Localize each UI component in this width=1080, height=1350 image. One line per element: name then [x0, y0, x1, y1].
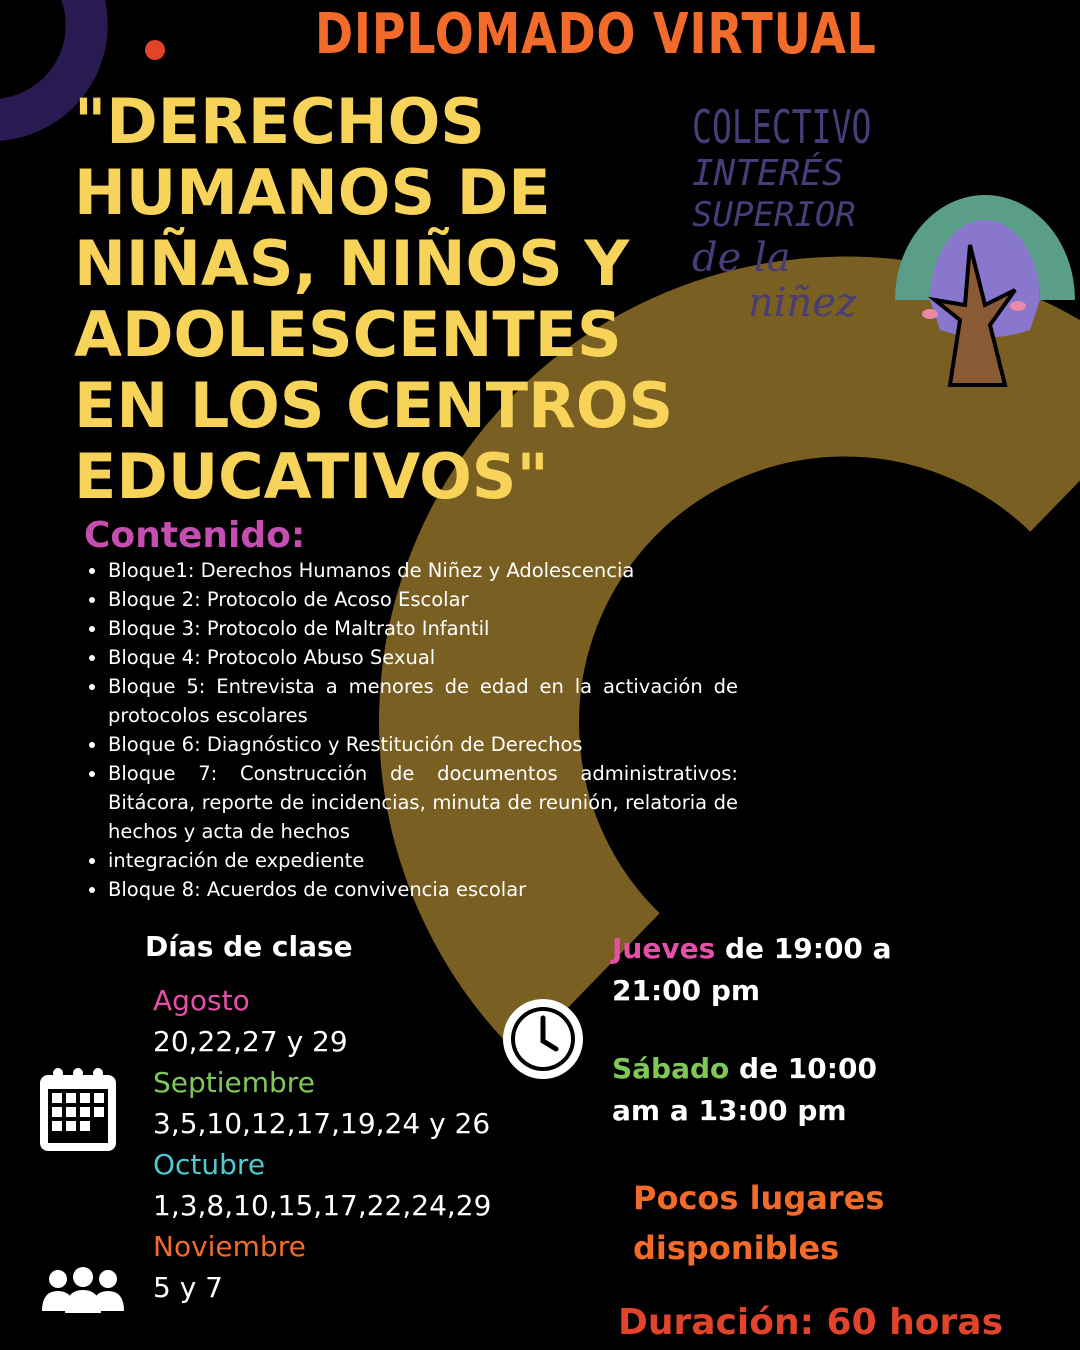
month-name: Octubre	[153, 1148, 266, 1181]
month-name: Agosto	[153, 984, 250, 1017]
month-name: Noviembre	[153, 1230, 306, 1263]
calendar-icon	[38, 1065, 118, 1153]
list-item: • Bloque 7: Construcción de documentos administrativos: Bitácora, reporte de incidencias, minuta de reunión, relatoria de hechos y acta de hechos	[108, 759, 738, 846]
title-line: NIÑAS, NIÑOS Y	[74, 227, 630, 300]
page-title	[74, 86, 714, 512]
list-item: • Bloque 4: Protocolo Abuso Sexual	[108, 643, 738, 672]
list-item: • Bloque 2: Protocolo de Acoso Escolar	[108, 585, 738, 614]
contenido-heading: Contenido:	[84, 515, 306, 556]
people-icon	[38, 1265, 128, 1315]
title-line: HUMANOS DE	[74, 156, 551, 229]
day-jueves: Jueves	[612, 932, 716, 965]
month-dates: 3,5,10,12,17,19,24 y 26	[153, 1107, 491, 1140]
list-item: • Bloque 8: Acuerdos de convivencia escolar	[108, 875, 738, 904]
header-title: DIPLOMADO VIRTUAL	[315, 2, 877, 67]
time-jueves: de 19:00 a 21:00 pm	[612, 932, 892, 1007]
clock-icon	[498, 994, 588, 1084]
list-item: • Bloque 5: Entrevista a menores de edad en la activación de protocolos escolares	[108, 672, 738, 730]
title-line: EDUCATIVOS"	[74, 440, 549, 513]
logo-line: COLECTIVO	[692, 100, 872, 154]
red-dot-decoration	[145, 40, 165, 60]
schedule-sabado	[612, 1048, 902, 1132]
logo-line: niñez	[748, 280, 858, 326]
logo-line: de la	[692, 235, 791, 281]
content-list	[88, 556, 738, 904]
month-dates: 1,3,8,10,15,17,22,24,29	[153, 1189, 492, 1222]
month-dates: 5 y 7	[153, 1271, 223, 1304]
title-line: ADOLESCENTES	[74, 298, 622, 371]
logo-line: SUPERIOR	[692, 195, 856, 235]
list-item: • Bloque 6: Diagnóstico y Restitución de Derechos	[108, 730, 738, 759]
list-item: • integración de expediente	[108, 846, 738, 875]
month-name: Septiembre	[153, 1066, 315, 1099]
month-dates: 20,22,27 y 29	[153, 1025, 348, 1058]
list-item: • Bloque1: Derechos Humanos de Niñez y Adolescencia	[108, 556, 738, 585]
time-sabado: de 10:00 am a 13:00 pm	[612, 1052, 877, 1127]
logo	[692, 100, 912, 326]
list-item: • Bloque 3: Protocolo de Maltrato Infantil	[108, 614, 738, 643]
title-line: EN LOS CENTROS	[74, 369, 674, 442]
dias-heading: Días de clase	[145, 930, 353, 963]
duracion: Duración: 60 horas	[618, 1302, 1003, 1343]
logo-line: INTERÉS	[692, 153, 844, 194]
day-sabado: Sábado	[612, 1052, 730, 1085]
months-list	[153, 980, 491, 1308]
schedule-jueves	[612, 928, 902, 1012]
pocos-lugares: Pocos lugares disponibles	[633, 1179, 885, 1267]
title-line: "DERECHOS	[74, 85, 485, 158]
